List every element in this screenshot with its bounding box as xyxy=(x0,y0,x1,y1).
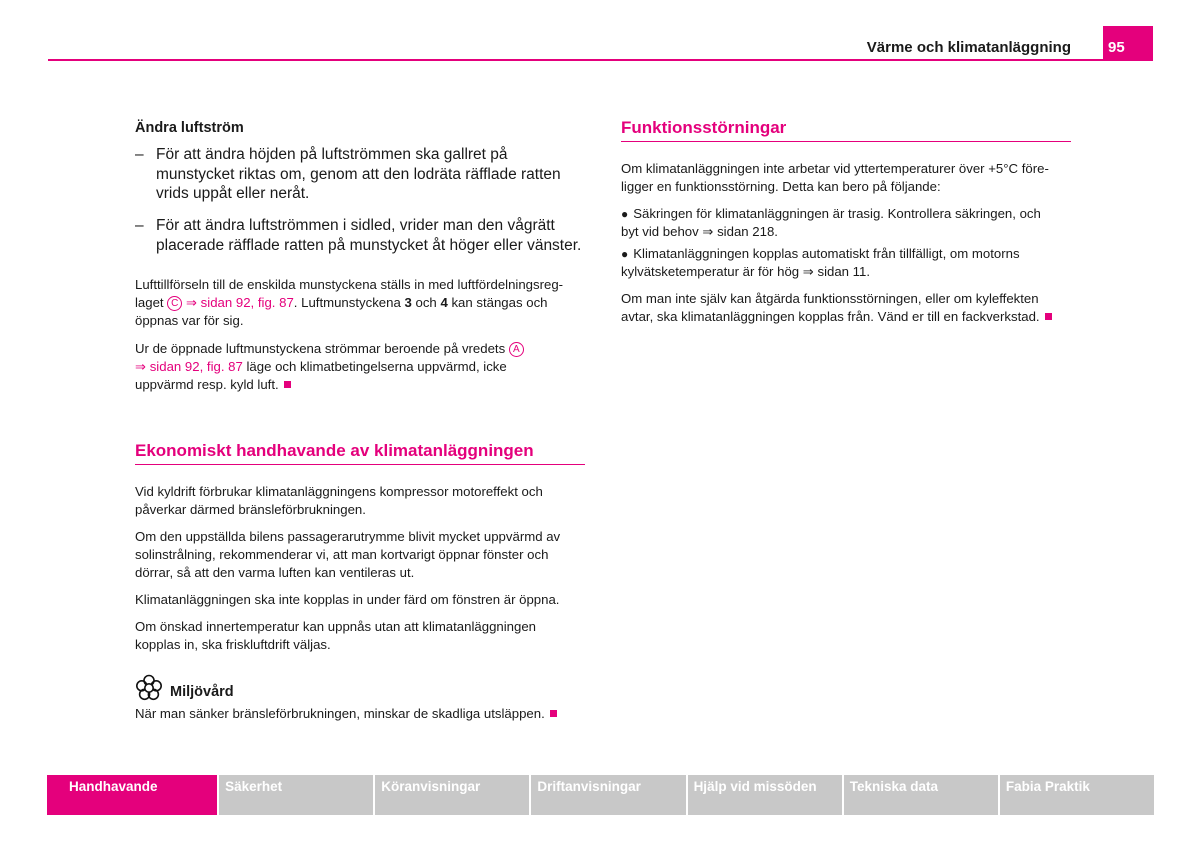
subheading-air-flow: Ändra luftström xyxy=(135,120,244,136)
bullet-icon: ● xyxy=(621,247,629,261)
paragraph: Vid kyldrift förbrukar klimatanläggningens kompressor motoreffekt och påverkar därmed bränsleförbrukningen. xyxy=(135,484,543,518)
list-item: – För att ändra luftströmmen i sidled, vrider man den vågrätt placerade räfflade ratten på munstycket åt höger eller vänster. xyxy=(135,217,582,254)
environment-note: När man sänker bränsleförbrukningen, minskar de skadliga utsläppen. xyxy=(135,705,595,723)
environment-heading: Miljövård xyxy=(170,684,234,700)
paragraph-air-distribution: Lufttillförseln till de enskilda munstyckena ställs in med luftfördelningsreg- laget C ⇒ sidan 92, fig. 87. Luftmunstyckena 3 och 4 kan stängas och öppnas var för sig. xyxy=(135,277,564,329)
chapter-tabs xyxy=(47,775,1154,815)
end-square-icon xyxy=(1045,313,1052,320)
tab-koranvisningar[interactable]: Köranvisningar xyxy=(375,775,529,815)
control-label-a: A xyxy=(509,342,524,357)
page-header-title: Värme och klimatanläggning xyxy=(866,39,1071,56)
page-number: 95 xyxy=(1103,26,1153,61)
end-square-icon xyxy=(284,381,291,388)
section-title-malfunctions: Funktionsstörningar xyxy=(621,118,1071,142)
list-item: ● Klimatanläggningen kopplas automatiskt från tillfälligt, om motorns kylvätsketemperatur är för hög ⇒ sidan 11. xyxy=(621,246,1020,280)
paragraph: Klimatanläggningen ska inte kopplas in under färd om fönstren är öppna. xyxy=(135,592,560,607)
page-reference-link[interactable]: ⇒ sidan 92, fig. 87 xyxy=(135,359,243,375)
end-square-icon xyxy=(550,710,557,717)
tab-tekniska-data[interactable]: Tekniska data xyxy=(844,775,998,815)
paragraph: Om önskad innertemperatur kan uppnås utan att klimatanläggningen kopplas in, ska friskluftdrift väljas. xyxy=(135,619,537,653)
list-item: ● Säkringen för klimatanläggningen är trasig. Kontrollera säkringen, och byt vid behov ⇒ sidan 218. xyxy=(621,206,1041,240)
paragraph-air-outlets: Ur de öppnade luftmunstyckena strömmar beroende på vredets A ⇒ sidan 92, fig. 87 läge och klimatbetingelserna uppvärmd, icke uppvärmd resp. kyld luft. xyxy=(135,340,595,395)
header-rule xyxy=(48,59,1153,61)
tab-hjalp-vid-missoden[interactable]: Hjälp vid missöden xyxy=(688,775,842,815)
paragraph-outro: Om man inte själv kan åtgärda funktionsstörningen, eller om kyleffekten avtar, ska klimatanläggningen kopplas från. Vänd er till en fackverkstad. xyxy=(621,290,1081,326)
tab-fabia-praktik[interactable]: Fabia Praktik xyxy=(1000,775,1154,815)
dash-marker: – xyxy=(135,217,144,234)
list-item: – För att ändra höjden på luftströmmen ska gallret på munstycket riktas om, genom att den lodräta räfflade ratten vrids uppåt eller neråt. xyxy=(135,146,561,202)
tab-handhavande[interactable]: Handhavande xyxy=(47,775,217,815)
flower-icon xyxy=(135,674,163,702)
paragraph-intro: Om klimatanläggningen inte arbetar vid yttertemperaturer över +5°C före- ligger en funktionsstörning. Detta kan bero på följande: xyxy=(621,161,1049,195)
dash-marker: – xyxy=(135,146,144,163)
tab-driftanvisningar[interactable]: Driftanvisningar xyxy=(531,775,685,815)
bullet-icon: ● xyxy=(621,207,629,221)
paragraph: Om den uppställda bilens passagerarutrymme blivit mycket uppvärmd av solinstrålning, rekommenderar vi, att man kortvarigt öppnar fönster och dörrar, så att den varma luften kan ventileras ut. xyxy=(135,529,561,581)
tab-sakerhet[interactable]: Säkerhet xyxy=(219,775,373,815)
control-label-c: C xyxy=(167,296,182,311)
page-reference-link[interactable]: ⇒ sidan 92, fig. 87 xyxy=(185,295,294,311)
section-title-economy: Ekonomiskt handhavande av klimatanläggningen xyxy=(135,441,585,465)
